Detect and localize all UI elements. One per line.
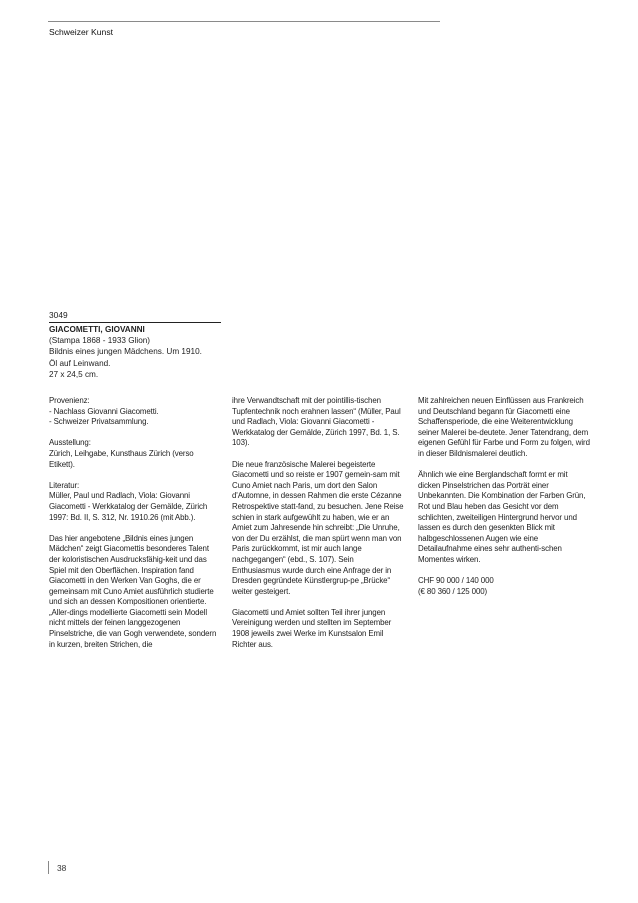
page-number: 38 (57, 863, 67, 873)
price-eur: (€ 80 360 / 125 000) (418, 586, 488, 596)
exhibition: Ausstellung: Zürich, Leihgabe, Kunsthaus Zürich (verso Etikett). (49, 438, 194, 469)
description-paragraph: Mit zahlreichen neuen Einflüssen aus Frankreich und Deutschland begann für Giacometti eine Schaffensperiode, die eine Weiterentwicklung seiner Malerei be-deutete. Jener Tatendrang, dem eigenen Gefühl für Farbe und Form zu folgen, wird in dieser Bildnismalerei deutlich. (418, 396, 590, 458)
header-rule (48, 21, 440, 22)
literature: Literatur: Müller, Paul und Radlach, Viola: Giovanni Giacometti - Werkkatalog der Gemälde, Zürich 1997: Bd. II, S. 312, Nr. 1910.26 (mit Abb.). (49, 480, 208, 522)
description-paragraph: ihre Verwandtschaft mit der pointillis-tischen Tupfentechnik noch erahnen lassen“ (Müller, Paul und Radlach, Viola: Giovanni Giacometti - Werkkatalog der Gemälde, Zürich 1997, Bd. 1, S. 103). (232, 396, 401, 448)
text-column-3 (418, 396, 590, 597)
description-paragraph: Die neue französische Malerei begeisterte Giacometti und so reiste er 1907 gemein-sam mit Cuno Amiet nach Paris, um dort den Salon d'Automne, in dessen Rahmen die erste Cézanne Retrospektive statt-fand, zu besuchen. Jene Reise schien in stark aufgewühlt zu haben, wie er an Amiet zum Jahresende hin schreibt: „Die Unruhe, von der Du erzählst, die man spürt wenn man von Paris zurückkommt, ist mir auch lange nachgegangen“ (ebd., S. 107). Sein Enthusiasmus wurde durch eine Anfrage der in Dresden gegründete Künstlergrup-pe „Brücke“ weiter gesteigert. (232, 459, 404, 596)
price-estimate (418, 576, 590, 597)
description-paragraph: Das hier angebotene „Bildnis eines jungen Mädchen“ zeigt Giacomettis besonderes Talent der koloristischen Ausdrucksfähig-keit und das Spiel mit den Oberflächen. Inspiration fand Giacometti in den Werken Van Goghs, die er gemeinsam mit Cuno Amiet ausführlich studierte und sich an dessen Kompositionen orientierte. „Aller-dings modellierte Giacometti sein Modell nicht mittels der feinen langgezogenen Pinselstriche, die van Gogh verwendete, sondern in kurzen, breiten Strichen, die (49, 533, 217, 649)
lot-info (49, 324, 229, 380)
description-paragraph: Ähnlich wie eine Berglandschaft formt er mit dicken Pinselstrichen das Porträt einer Unbekannten. Die Kombination der Farben Grün, Rot und Blau heben das Gesicht vor dem schlichten, zweiteiligen Hintergrund hervor und lassen es durch den gesenkten Blick mit halbgeschlossenen Augen wie eine Detailaufnahme eines sehr authenti-schen Momentes wirken. (418, 470, 586, 564)
artwork-title: Bildnis eines jungen Mädchens. Um 1910. (49, 347, 202, 357)
artwork-medium: Öl auf Leinwand. (49, 358, 111, 368)
lot-number: 3049 (49, 310, 68, 320)
artwork-dimensions: 27 x 24,5 cm. (49, 369, 99, 379)
provenance: Provenienz: - Nachlass Giovanni Giacometti. - Schweizer Privatsammlung. (49, 396, 159, 427)
description-paragraph: Giacometti und Amiet sollten Teil ihrer jungen Vereinigung werden und stellten im September 1908 jeweils zwei Werke im Kunstsalon Emil Richter aus. (232, 607, 392, 649)
page-header: Schweizer Kunst (49, 27, 114, 37)
artist-life-dates: (Stampa 1868 - 1933 Glion) (49, 336, 151, 346)
footer-rule (48, 861, 49, 874)
text-column-1 (49, 396, 219, 661)
lot-rule (49, 322, 221, 323)
price-chf: CHF 90 000 / 140 000 (418, 576, 494, 586)
artist-name: GIACOMETTI, GIOVANNI (49, 325, 145, 334)
text-column-2 (232, 396, 404, 661)
